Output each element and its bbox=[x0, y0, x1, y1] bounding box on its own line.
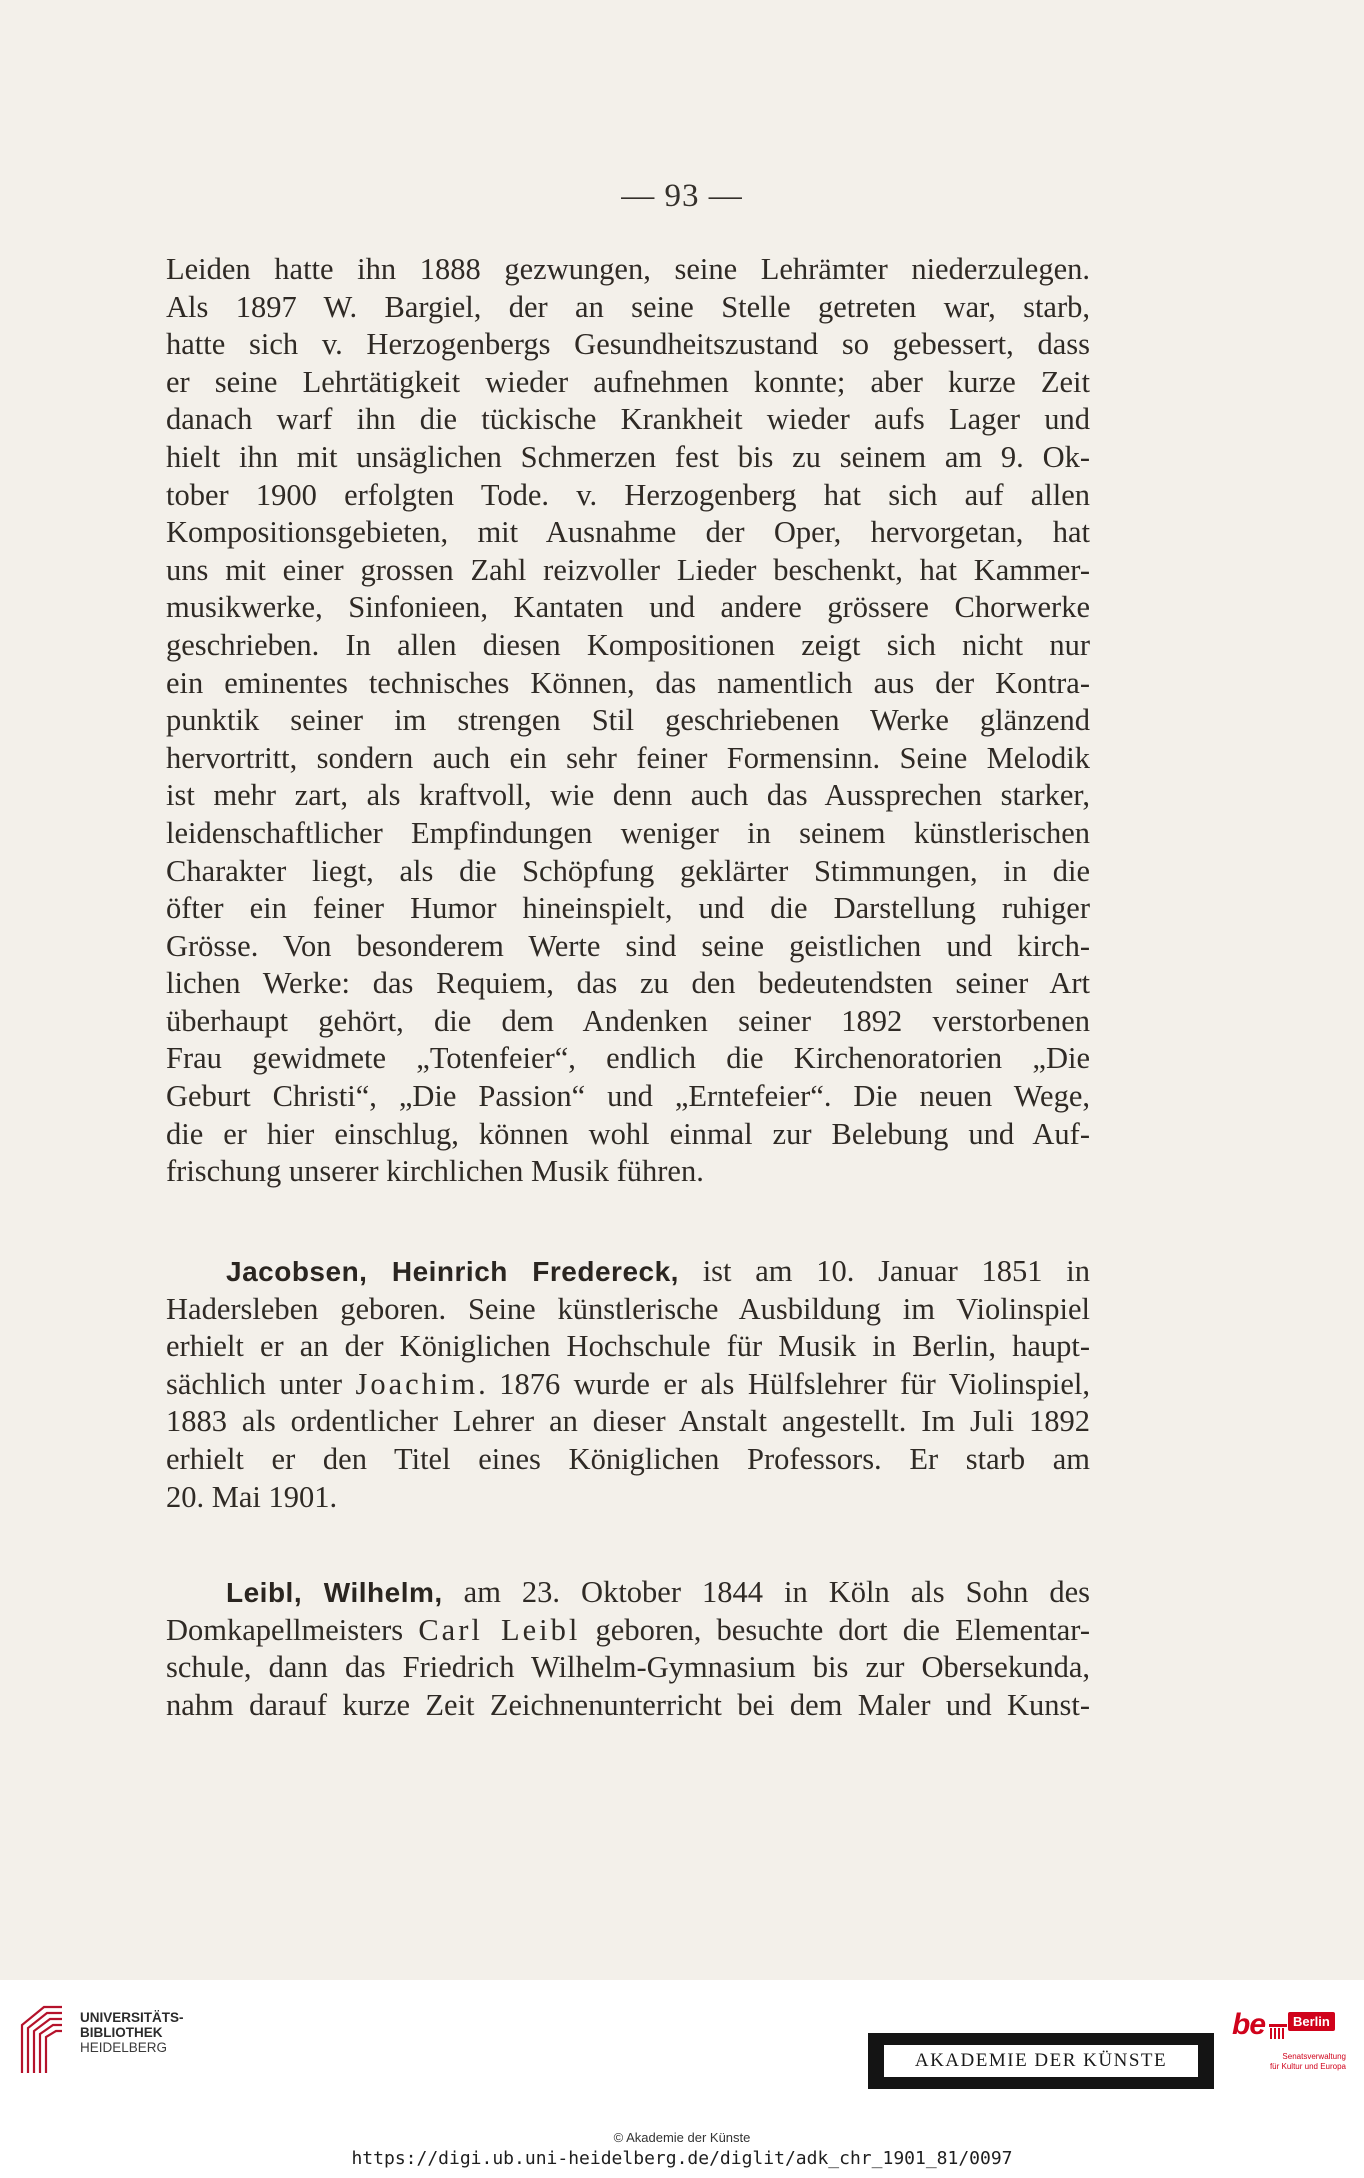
text-line: 1883 als ordentlicher Lehrer an dieser Anstalt angestellt. Im Juli 1892 bbox=[166, 1404, 1090, 1439]
entry-name: Leibl, Wilhelm, bbox=[226, 1577, 443, 1608]
text-line: hielt ihn mit unsäglichen Schmerzen fest bis zu seinem am 9. Ok- bbox=[166, 439, 1090, 474]
text-line: punktik seiner im strengen Stil geschriebenen Werke glänzend bbox=[166, 703, 1090, 738]
text-line: Grösse. Von besonderem Werte sind seine geistlichen und kirch- bbox=[166, 928, 1090, 963]
text-line: Charakter liegt, als die Schöpfung geklärter Stimmungen, in die bbox=[166, 853, 1090, 888]
text-line: uns mit einer grossen Zahl reizvoller Lieder beschenkt, hat Kammer- bbox=[166, 552, 1090, 587]
text-line: hervortritt, sondern auch ein sehr feiner Formensinn. Seine Melodik bbox=[166, 740, 1090, 775]
text-line: nahm darauf kurze Zeit Zeichnenunterricht bei dem Maler und Kunst- bbox=[166, 1687, 1090, 1722]
berlin-badge: Berlin bbox=[1288, 2012, 1335, 2031]
be-logo-text: be bbox=[1232, 2008, 1266, 2041]
text-line bbox=[166, 1612, 1090, 1650]
entry-text: ist am 10. Januar 1851 in bbox=[678, 1254, 1090, 1288]
text-line: erhielt er den Titel eines Königlichen Professors. Er starb am bbox=[166, 1441, 1090, 1476]
text-line: Frau gewidmete „Totenfeier“, endlich die Kirchenoratorien „Die bbox=[166, 1041, 1090, 1076]
text-line bbox=[166, 1253, 1090, 1291]
text-line: geschrieben. In allen diesen Kompositionen zeigt sich nicht nur bbox=[166, 627, 1090, 662]
senate-department-text bbox=[1260, 2052, 1346, 2072]
entry-name: Jacobsen, Heinrich Fredereck, bbox=[226, 1256, 679, 1287]
paragraph-text bbox=[166, 251, 1090, 1191]
paragraph-herzogenberg bbox=[166, 251, 1090, 1191]
paragraph-text bbox=[166, 1253, 1090, 1516]
university-library-name bbox=[80, 2010, 184, 2055]
text-line: lichen Werke: das Requiem, das zu den bedeutendsten seiner Art bbox=[166, 966, 1090, 1001]
academy-logo bbox=[868, 2033, 1214, 2089]
text-line: überhaupt gehört, die dem Andenken seiner 1892 verstorbenen bbox=[166, 1003, 1090, 1038]
university-library-logo-icon bbox=[14, 2003, 68, 2075]
library-line: HEIDELBERG bbox=[80, 2040, 168, 2055]
text-line: Geburt Christi“, „Die Passion“ und „Erntefeier“. Die neuen Wege, bbox=[166, 1079, 1090, 1114]
paragraph-jacobsen bbox=[166, 1253, 1090, 1516]
text-line: tober 1900 erfolgten Tode. v. Herzogenberg hat sich auf allen bbox=[166, 477, 1090, 512]
library-line: BIBLIOTHEK bbox=[80, 2025, 163, 2040]
spaced-name: Carl Leibl bbox=[418, 1612, 581, 1647]
paragraph-leibl bbox=[166, 1574, 1090, 1724]
text-line: Leiden hatte ihn 1888 gezwungen, seine Lehrämter niederzulegen. bbox=[166, 252, 1090, 286]
paragraph-text bbox=[166, 1574, 1090, 1724]
entry-text: geboren, besuchte dort die Elementar- bbox=[580, 1612, 1090, 1647]
text-line: erhielt er an der Königlichen Hochschule für Musik in Berlin, haupt- bbox=[166, 1329, 1090, 1364]
text-line: ist mehr zart, als kraftvoll, wie denn auch das Aussprechen starker, bbox=[166, 778, 1090, 813]
academy-name: AKADEMIE DER KÜNSTE bbox=[884, 2045, 1198, 2077]
brandenburg-gate-icon bbox=[1268, 2020, 1288, 2040]
entry-text: . 1876 wurde er als Hülfslehrer für Violinspiel, bbox=[478, 1366, 1090, 1401]
text-line bbox=[166, 1574, 1090, 1612]
spaced-name: Joachim bbox=[355, 1366, 479, 1401]
berlin-senate-logo bbox=[1232, 2008, 1344, 2088]
text-line: er seine Lehrtätigkeit wieder aufnehmen konnte; aber kurze Zeit bbox=[166, 364, 1090, 399]
text-line: leidenschaftlicher Empfindungen weniger in seinem künstlerischen bbox=[166, 815, 1090, 850]
text-line: Hadersleben geboren. Seine künstlerische Ausbildung im Violinspiel bbox=[166, 1291, 1090, 1326]
text-line: Kompositionsgebieten, mit Ausnahme der Oper, hervorgetan, hat bbox=[166, 515, 1090, 550]
source-url-link[interactable]: https://digi.ub.uni-heidelberg.de/diglit/adk_chr_1901_81/0097 bbox=[351, 2148, 1013, 2169]
entry-text: am 23. Oktober 1844 in Köln als Sohn des bbox=[442, 1575, 1090, 1609]
text-line: hatte sich v. Herzogenbergs Gesundheitszustand so gebessert, dass bbox=[166, 327, 1090, 362]
text-line: frischung unserer kirchlichen Musik führen. bbox=[166, 1154, 704, 1189]
text-line: schule, dann das Friedrich Wilhelm-Gymnasium bis zur Obersekunda, bbox=[166, 1650, 1090, 1685]
text-line: 20. Mai 1901. bbox=[166, 1479, 338, 1514]
entry-text: Domkapellmeisters bbox=[166, 1612, 419, 1647]
senate-line: für Kultur und Europa bbox=[1269, 2062, 1346, 2071]
text-line: die er hier einschlug, können wohl einmal zur Belebung und Auf- bbox=[166, 1116, 1090, 1151]
copyright-notice: © Akademie der Künste bbox=[613, 2130, 751, 2145]
senate-line: Senatsverwaltung bbox=[1282, 2052, 1346, 2061]
text-line bbox=[166, 1366, 1090, 1404]
footer bbox=[0, 1980, 1364, 2178]
library-line: UNIVERSITÄTS- bbox=[80, 2010, 184, 2025]
text-line: öfter ein feiner Humor hineinspielt, und die Darstellung ruhiger bbox=[166, 891, 1090, 926]
text-line: danach warf ihn die tückische Krankheit wieder aufs Lager und bbox=[166, 402, 1090, 437]
text-line: musikwerke, Sinfonieen, Kantaten und andere grössere Chorwerke bbox=[166, 590, 1090, 625]
text-line: Als 1897 W. Bargiel, der an seine Stelle getreten war, starb, bbox=[166, 289, 1090, 324]
text-line: ein eminentes technisches Können, das namentlich aus der Kontra- bbox=[166, 665, 1090, 700]
entry-text: sächlich unter bbox=[166, 1366, 356, 1401]
page-number: — 93 — bbox=[621, 178, 743, 214]
